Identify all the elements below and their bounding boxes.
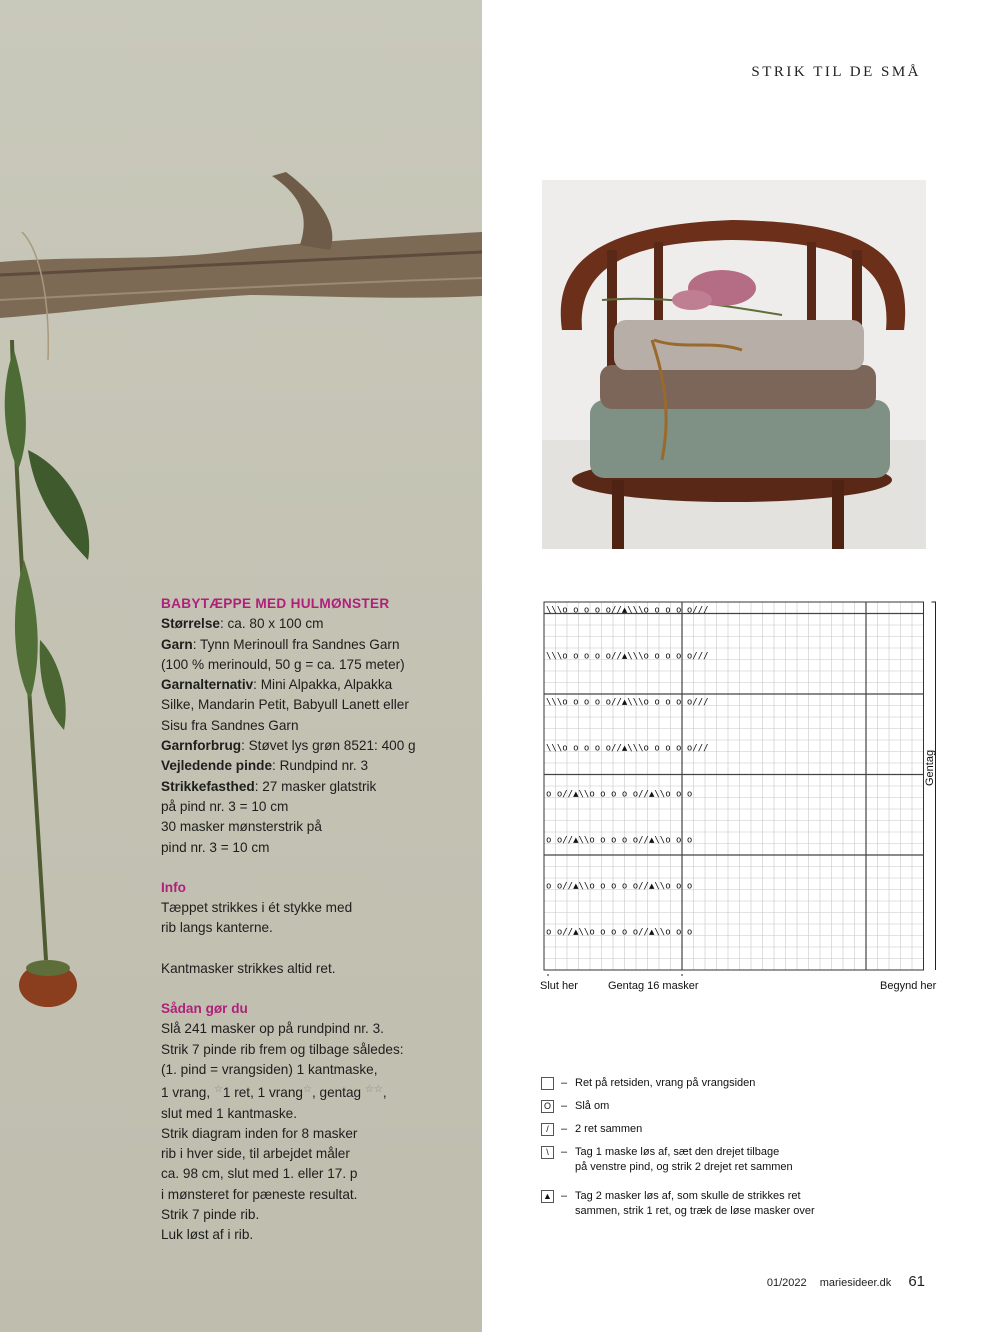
legend-item: – Ret på retsiden, vrang på vrangsiden	[541, 1076, 841, 1091]
issue-number: 01/2022	[766, 1277, 807, 1289]
diagram-symbol-row: o o//▲\\o o o o o//▲\\o o o	[546, 881, 693, 892]
howto-line: Luk løst af i rib.	[161, 1227, 254, 1243]
pattern-text	[161, 594, 461, 1246]
slip-decrease-icon: \	[541, 1146, 554, 1159]
star-icon: ☆	[213, 1084, 223, 1096]
page-footer	[767, 1273, 925, 1290]
diagram-symbol-row: o o//▲\\o o o o o//▲\\o o o	[546, 789, 693, 800]
howto-line: Strik 7 pinde rib.	[161, 1207, 260, 1223]
website: mariesideer.dk	[819, 1277, 892, 1289]
spec-alt-yarn-line2: Silke, Mandarin Petit, Babyull Lanett eller	[161, 697, 409, 713]
howto-line: slut med 1 kantmaske.	[161, 1105, 297, 1121]
diagram-symbol-row: o o//▲\\o o o o o//▲\\o o o	[546, 927, 693, 938]
legend-item: O – Slå om	[541, 1099, 841, 1114]
empty-square-icon	[541, 1077, 554, 1090]
chair-illustration	[542, 180, 926, 549]
diagram-symbol-row: \\\o o o o o//▲\\\o o o o o///	[546, 743, 709, 754]
spec-alt-yarn-line3: Sisu fra Sandnes Garn	[161, 717, 299, 733]
spec-size: Størrelse: ca. 80 x 100 cm	[161, 616, 324, 632]
howto-line: ca. 98 cm, slut med 1. eller 17. p	[161, 1166, 358, 1182]
yarn-over-icon: O	[541, 1100, 554, 1113]
howto-line: (1. pind = vrangsiden) 1 kantmaske,	[161, 1061, 378, 1077]
spec-needles: Vejledende pinde: Rundpind nr. 3	[161, 758, 369, 774]
chair-blankets-photo	[542, 180, 926, 549]
label-repeat-16: Gentag 16 masker	[608, 980, 699, 992]
legend-item: ▲ – Tag 2 masker løs af, som skulle de strikkes ret sammen, strik 1 ret, og træk de løse masker over	[541, 1189, 841, 1219]
diagram-symbol-row: \\\o o o o o//▲\\\o o o o o///	[546, 651, 709, 662]
pattern-title: BABYTÆPPE MED HULMØNSTER	[161, 596, 390, 611]
spec-yarn-detail: (100 % merinould, 50 g = ca. 175 meter)	[161, 656, 405, 672]
diagram-symbol-row: o o//▲\\o o o o o//▲\\o o o	[546, 835, 693, 846]
label-repeat-side: Gentag	[924, 749, 936, 786]
spec-gauge-line4: pind nr. 3 = 10 cm	[161, 839, 270, 855]
star-icon: ☆	[302, 1084, 312, 1096]
info-line: Tæppet strikkes i ét stykke med	[161, 900, 353, 916]
spec-yarn: Garn: Tynn Merinoull fra Sandnes Garn	[161, 636, 400, 652]
legend-item: / – 2 ret sammen	[541, 1122, 841, 1137]
triangle-decrease-icon: ▲	[541, 1190, 554, 1203]
spec-gauge-line2: på pind nr. 3 = 10 cm	[161, 798, 289, 814]
info-line: Kantmasker strikkes altid ret.	[161, 960, 336, 976]
label-begin-here: Begynd her	[880, 980, 937, 992]
double-star-icon: ☆☆	[364, 1084, 383, 1096]
howto-heading: Sådan gør du	[161, 1001, 248, 1017]
howto-line: Strik diagram inden for 8 masker	[161, 1125, 358, 1141]
knit-two-together-icon: /	[541, 1123, 554, 1136]
spec-gauge-line3: 30 masker mønsterstrik på	[161, 819, 322, 835]
howto-line: i mønsteret for pæneste resultat.	[161, 1186, 358, 1202]
spec-gauge: Strikkefasthed: 27 masker glatstrik	[161, 778, 377, 794]
info-line: rib langs kanterne.	[161, 920, 273, 936]
legend-item: \ – Tag 1 maske løs af, sæt den drejet tilbage på venstre pind, og strik 2 drejet ret sammen	[541, 1145, 841, 1175]
section-title: STRIK TIL DE SMÅ	[751, 64, 921, 80]
diagram-symbol-row: \\\o o o o o//▲\\\o o o o o///	[546, 697, 709, 708]
symbol-legend	[541, 1076, 841, 1219]
howto-line: Slå 241 masker op på rundpind nr. 3.	[161, 1021, 384, 1037]
diagram-symbol-row: \\\o o o o o//▲\\\o o o o o///	[546, 605, 709, 616]
howto-line: 1 vrang, ☆1 ret, 1 vrang☆, gentag ☆☆,	[161, 1084, 387, 1101]
howto-line: rib i hver side, til arbejdet måler	[161, 1146, 350, 1162]
info-heading: Info	[161, 879, 186, 895]
page-number: 61	[908, 1273, 925, 1290]
diagram-grid	[534, 596, 950, 976]
spec-consumption: Garnforbrug: Støvet lys grøn 8521: 400 g	[161, 738, 416, 754]
knitting-diagram	[534, 596, 950, 996]
label-end-here: Slut her	[540, 980, 578, 992]
spec-alt-yarn: Garnalternativ: Mini Alpakka, Alpakka	[161, 677, 393, 693]
howto-line: Strik 7 pinde rib frem og tilbage således:	[161, 1041, 404, 1057]
